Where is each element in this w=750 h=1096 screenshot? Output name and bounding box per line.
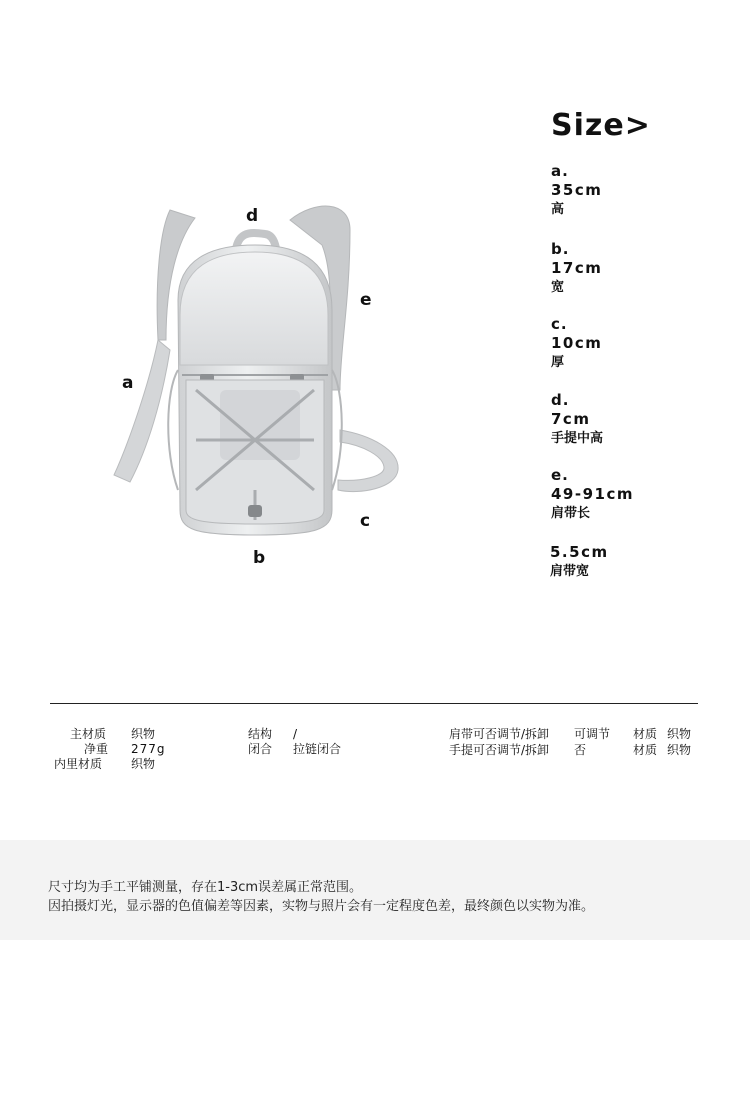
spec-label-lining: 内里材质 <box>54 757 103 771</box>
dim-label-b: b <box>253 548 266 568</box>
size-key: e. <box>551 466 569 484</box>
size-caption: 肩带宽 <box>550 564 590 579</box>
spec-label-closure: 闭合 <box>248 742 273 756</box>
size-caption: 宽 <box>551 280 565 295</box>
spec-value-strap-material: 织物 <box>667 727 692 741</box>
size-key: a. <box>551 162 569 180</box>
backpack-illustration <box>100 190 410 550</box>
notice-line-1: 尺寸均为手工平铺测量，存在1-3cm误差属正常范围。 <box>48 880 363 895</box>
size-key: d. <box>551 391 570 409</box>
dim-label-a: a <box>122 373 134 393</box>
size-value: 49-91cm <box>551 485 634 503</box>
spec-value-structure: / <box>293 727 298 741</box>
spec-label-strap-adjust: 肩带可否调节/拆卸 <box>449 727 550 741</box>
dim-label-e: e <box>360 290 372 310</box>
spec-divider <box>50 703 698 704</box>
size-value: 17cm <box>551 259 603 277</box>
size-value: 10cm <box>551 334 603 352</box>
spec-label-handle-adjust: 手提可否调节/拆卸 <box>449 743 550 757</box>
size-item-d <box>551 391 603 448</box>
size-caption: 厚 <box>551 355 565 370</box>
spec-label-main-material: 主材质 <box>70 727 107 741</box>
dim-label-d: d <box>246 206 259 226</box>
size-item-e <box>551 466 634 523</box>
size-item-b <box>551 240 602 297</box>
spec-value-handle-material: 织物 <box>667 743 692 757</box>
size-value: 5.5cm <box>550 543 609 561</box>
spec-value-main-material: 织物 <box>131 727 156 741</box>
spec-label-strap-material: 材质 <box>633 727 658 741</box>
size-caption: 高 <box>551 202 565 217</box>
spec-label-structure: 结构 <box>248 727 273 741</box>
size-key: b. <box>551 240 570 258</box>
size-title: Size> <box>551 108 651 143</box>
spec-value-lining: 织物 <box>131 757 156 771</box>
size-caption: 手提中高 <box>551 431 604 446</box>
size-caption: 肩带长 <box>551 506 591 521</box>
size-value: 35cm <box>551 181 603 199</box>
dim-label-c: c <box>360 511 371 531</box>
notice-line-2: 因拍摄灯光，显示器的色值偏差等因素，实物与照片会有一定程度色差，最终颜色以实物为准。 <box>48 899 595 914</box>
spec-value-net-weight: 277g <box>131 742 166 756</box>
spec-value-handle-adjust: 否 <box>574 743 587 757</box>
size-item-c <box>551 315 602 372</box>
size-item-strap-width <box>550 543 609 581</box>
spec-label-handle-material: 材质 <box>633 743 658 757</box>
spec-value-strap-adjust: 可调节 <box>574 727 611 741</box>
size-item-a <box>551 162 602 219</box>
spec-value-closure: 拉链闭合 <box>293 742 342 756</box>
spec-label-net-weight: 净重 <box>84 742 109 756</box>
size-value: 7cm <box>551 410 591 428</box>
size-key: c. <box>551 315 568 333</box>
